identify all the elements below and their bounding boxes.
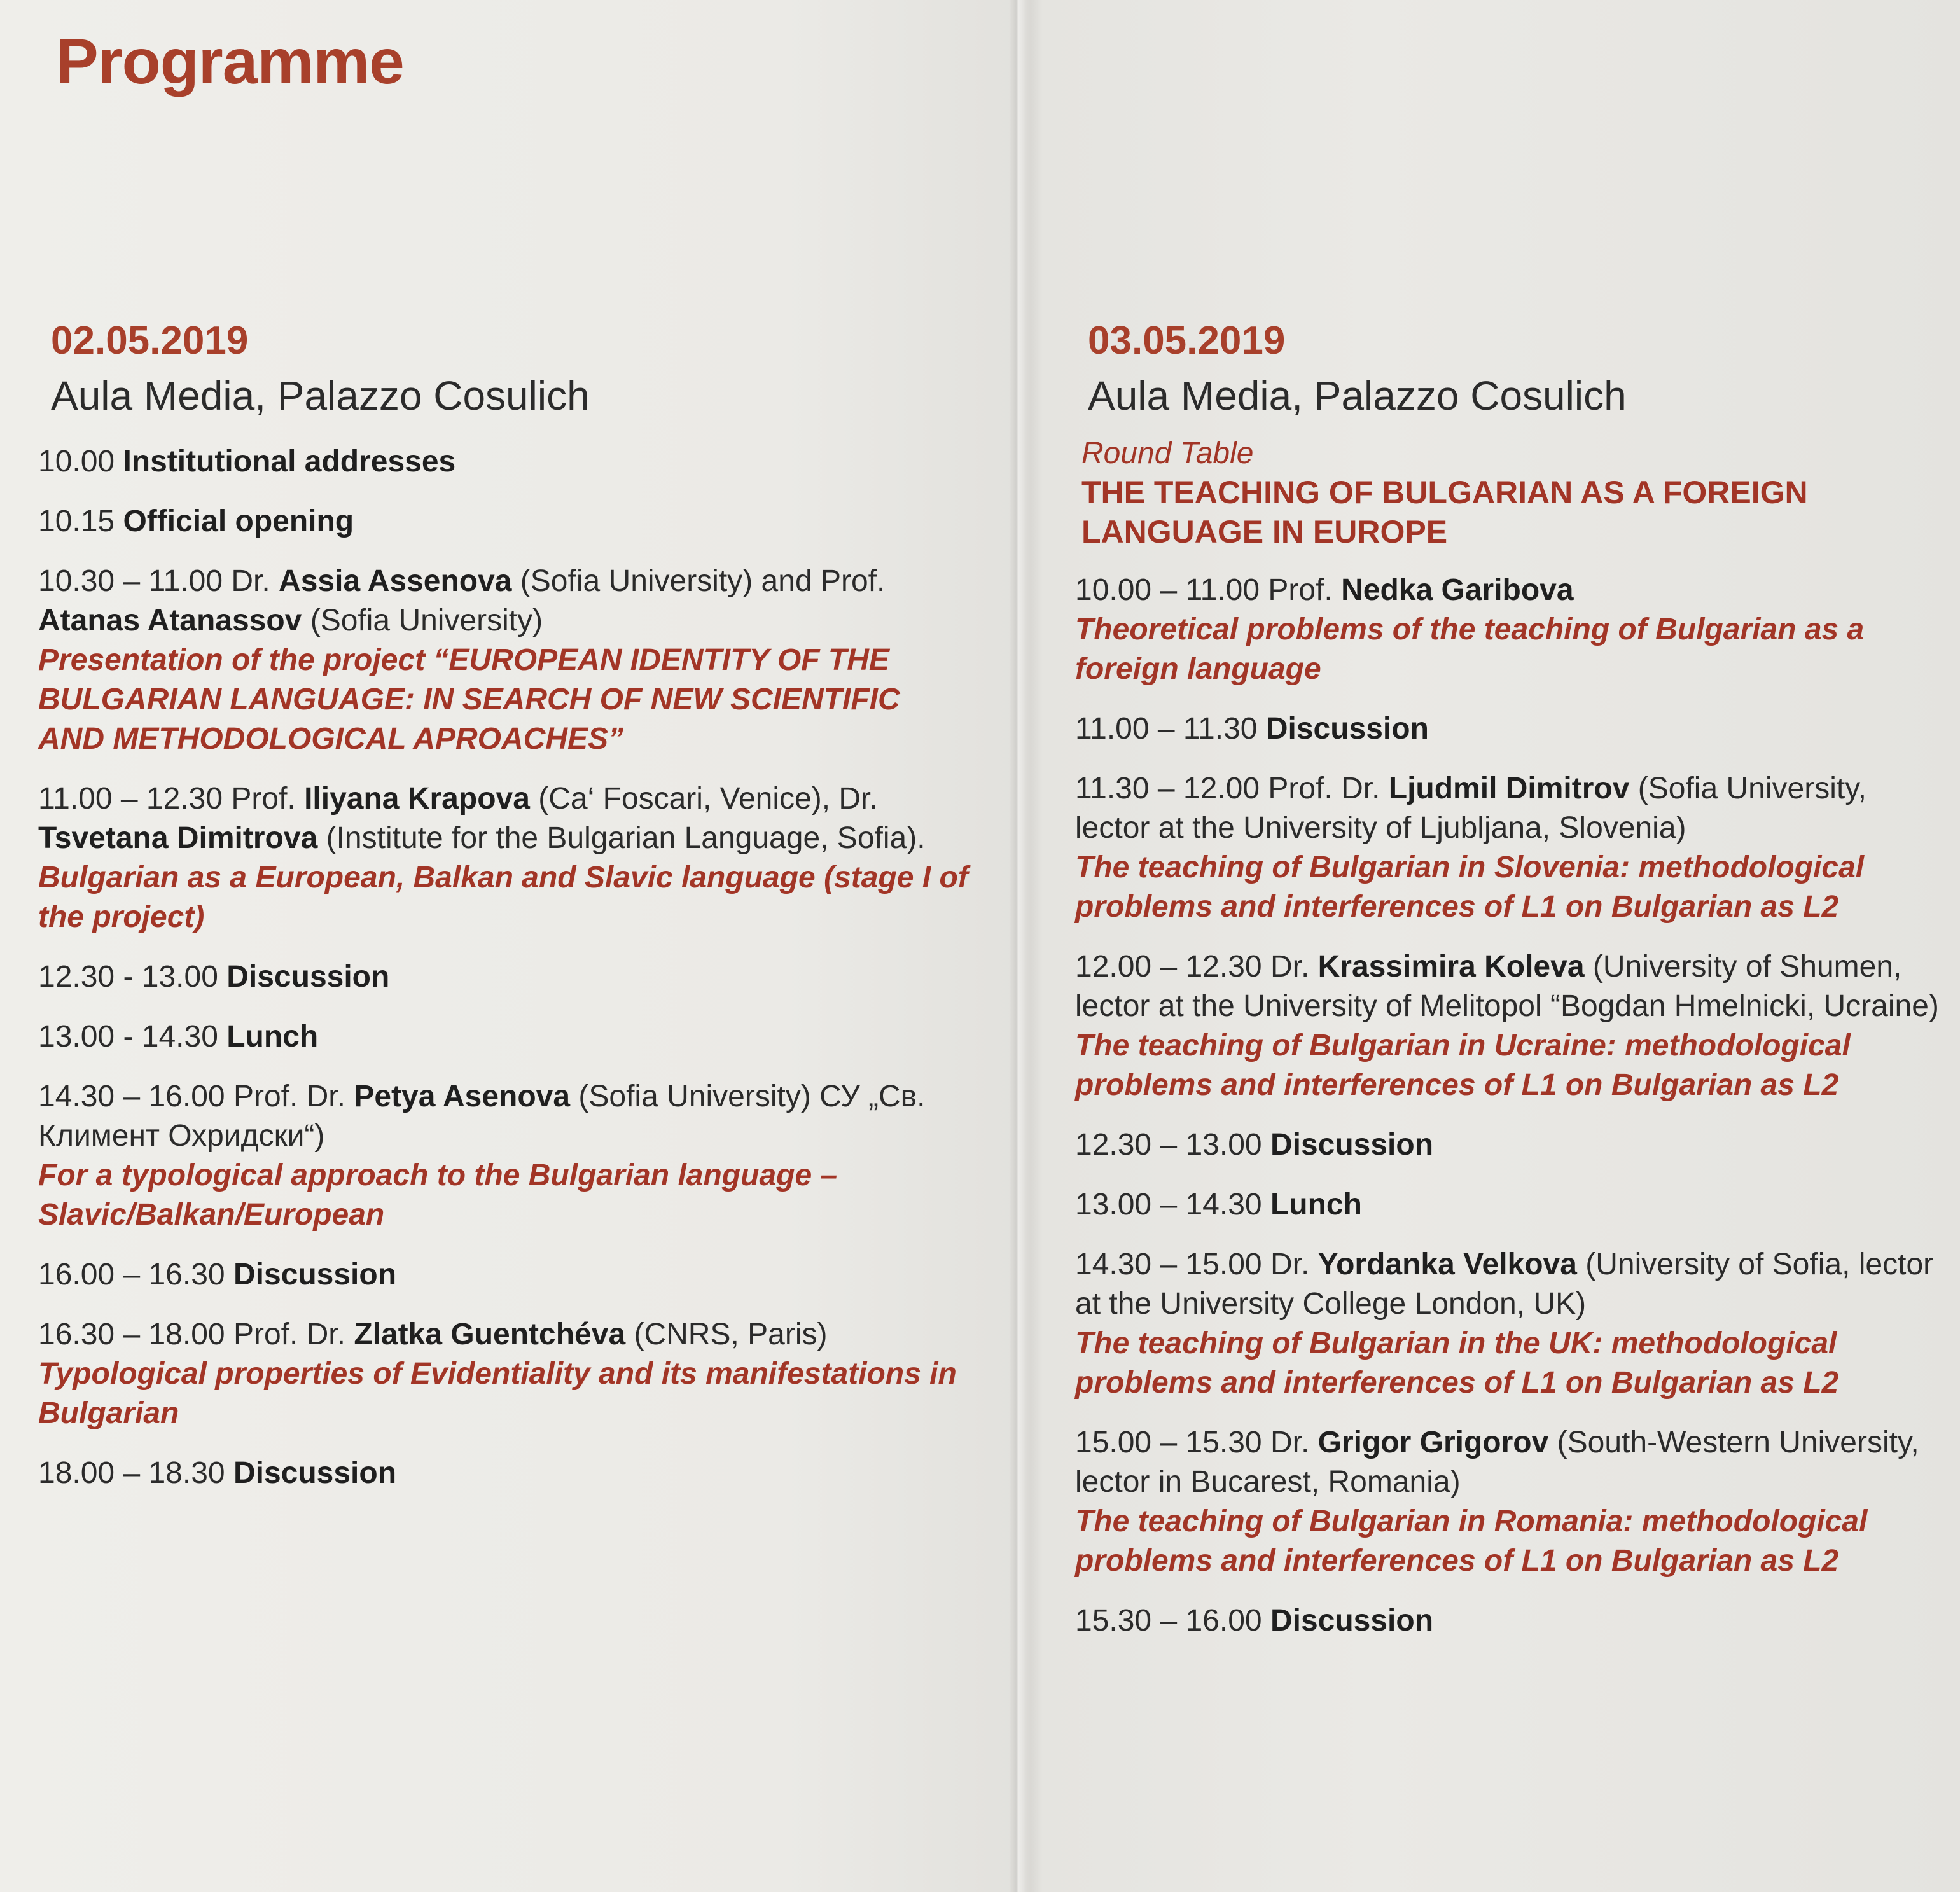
schedule-item: [38, 1454, 973, 1493]
speaker-affiliation: (University of Sofia, lector at the University College London, UK): [1075, 1248, 1934, 1321]
day-venue: Aula Media, Palazzo Cosulich: [51, 373, 590, 419]
speaker-name: Grigor Grigorov: [1317, 1426, 1549, 1459]
speaker-affiliation: Dr.: [1270, 950, 1318, 984]
session-label: Discussion: [1265, 712, 1429, 746]
speaker-affiliation: Prof. Dr.: [233, 1080, 354, 1113]
speaker-name: Assia Assenova: [279, 564, 512, 598]
schedule-item: [38, 1315, 973, 1433]
speaker-affiliation: Prof. Dr.: [233, 1318, 354, 1351]
session-label: Discussion: [1270, 1128, 1434, 1162]
speaker-affiliation: Dr.: [1270, 1248, 1318, 1281]
item-time: 14.30 – 15.00: [1075, 1248, 1270, 1281]
day-2-column: [1075, 318, 1947, 1661]
speaker-name: Yordanka Velkova: [1317, 1248, 1577, 1281]
day-date: 02.05.2019: [51, 319, 249, 363]
speaker-name: Petya Asenova: [354, 1080, 571, 1113]
speaker-name: Krassimira Koleva: [1317, 950, 1585, 984]
item-time: 13.00 – 14.30: [1075, 1188, 1270, 1221]
item-time: 12.30 – 13.00: [1075, 1128, 1270, 1162]
talk-title: Presentation of the project “EUROPEAN IDENTITY OF THE BULGARIAN LANGUAGE: IN SEARCH OF NEW SCIENTIFIC AND METHODOLOGICAL APROACHES”: [38, 643, 900, 756]
day-1-column: [38, 318, 973, 1513]
item-time: 11.00 – 12.30: [38, 782, 232, 816]
session-label: Lunch: [226, 1020, 319, 1054]
schedule-item: [1075, 769, 1947, 927]
speaker-affiliation: (CNRS, Paris): [625, 1318, 828, 1351]
schedule-item: [38, 442, 973, 482]
schedule-item: [1075, 947, 1947, 1105]
talk-title: The teaching of Bulgarian in Romania: methodological problems and interferences of L1 on Bulgarian as L2: [1075, 1505, 1868, 1578]
item-time: 10.00 – 11.00: [1075, 573, 1268, 607]
speaker-name: Iliyana Krapova: [304, 782, 530, 816]
speaker-affiliation: Dr.: [231, 564, 279, 598]
session-label: Discussion: [233, 1456, 397, 1490]
schedule-item: [38, 1077, 973, 1235]
schedule-item: [38, 1017, 973, 1057]
item-time: 14.30 – 16.00: [38, 1080, 233, 1113]
speaker-affiliation: (University of Shumen, lector at the University of Melitopol “Bogdan Hmelnicki, Ucraine): [1075, 950, 1939, 1023]
item-time: 18.00 – 18.30: [38, 1456, 233, 1490]
item-time: 12.00 – 12.30: [1075, 950, 1270, 984]
speaker-affiliation: (Ca‘ Foscari, Venice), Dr.: [529, 782, 878, 816]
session-label: Official opening: [123, 504, 354, 538]
item-time: 16.00 – 16.30: [38, 1258, 233, 1291]
schedule-item: [38, 502, 973, 541]
schedule-item: [1075, 1601, 1947, 1641]
schedule-item: [1075, 1245, 1947, 1403]
session-label: Lunch: [1270, 1188, 1362, 1221]
schedule-item: [1075, 1125, 1947, 1165]
item-time: 15.30 – 16.00: [1075, 1604, 1270, 1638]
talk-title: The teaching of Bulgarian in Slovenia: methodological problems and interferences of L1 on Bulgarian as L2: [1075, 851, 1865, 924]
schedule-item: [38, 779, 973, 937]
schedule-list: [1075, 571, 1947, 1641]
page-title: Programme: [56, 26, 404, 97]
session-label: Institutional addresses: [123, 445, 456, 478]
speaker-name: Tsvetana Dimitrova: [38, 821, 318, 855]
speaker-affiliation: (Sofia University) СУ „Св. Климент Охридски“): [38, 1080, 926, 1153]
talk-title: Theoretical problems of the teaching of Bulgarian as a foreign language: [1075, 613, 1865, 686]
item-time: 12.30 - 13.00: [38, 960, 227, 994]
item-time: 10.00: [38, 445, 123, 478]
session-label: Discussion: [233, 1258, 397, 1291]
item-time: 15.00 – 15.30: [1075, 1426, 1270, 1459]
schedule-list: [38, 442, 973, 1493]
speaker-affiliation: (Sofia University, lector at the University of Ljubljana, Slovenia): [1075, 772, 1866, 845]
item-time: 10.15: [38, 504, 123, 538]
schedule-item: [1075, 571, 1947, 689]
speaker-affiliation: Dr.: [1270, 1426, 1318, 1459]
speaker-affiliation: Prof.: [1268, 573, 1342, 607]
speaker-name: Zlatka Guentchéva: [354, 1318, 626, 1351]
item-time: 11.30 – 12.00: [1075, 772, 1268, 805]
schedule-item: [1075, 1185, 1947, 1225]
session-label: Discussion: [226, 960, 390, 994]
round-table: [1081, 435, 1947, 552]
round-table-label: Round Table: [1081, 436, 1254, 470]
schedule-item: [1075, 709, 1947, 749]
session-label: Discussion: [1270, 1604, 1434, 1638]
talk-title: The teaching of Bulgarian in Ucraine: methodological problems and interferences of L1 on Bulgarian as L2: [1075, 1029, 1851, 1102]
round-table-title: THE TEACHING OF BULGARIAN AS A FOREIGN LANGUAGE IN EUROPE: [1081, 475, 1808, 550]
speaker-affiliation: (Sofia University): [302, 604, 543, 637]
item-time: 16.30 – 18.00: [38, 1318, 233, 1351]
paper-fold: [1009, 0, 1027, 1892]
day-date: 03.05.2019: [1088, 319, 1286, 363]
speaker-affiliation: (Institute for the Bulgarian Language, Sofia).: [317, 821, 926, 855]
day-venue: Aula Media, Palazzo Cosulich: [1088, 373, 1627, 419]
talk-title: The teaching of Bulgarian in the UK: methodological problems and interferences of L1 on Bulgarian as L2: [1075, 1326, 1839, 1400]
item-time: 10.30 – 11.00: [38, 564, 232, 598]
talk-title: Bulgarian as a European, Balkan and Slavic language (stage I of the project): [38, 861, 968, 934]
speaker-name: Atanas Atanassov: [38, 604, 302, 637]
speaker-affiliation: Prof.: [231, 782, 305, 816]
item-time: 11.00 – 11.30: [1075, 712, 1266, 746]
schedule-item: [38, 562, 973, 759]
speaker-affiliation: Prof. Dr.: [1268, 772, 1389, 805]
schedule-item: [38, 1255, 973, 1295]
speaker-name: Nedka Garibova: [1341, 573, 1574, 607]
speaker-name: Ljudmil Dimitrov: [1388, 772, 1630, 805]
item-time: 13.00 - 14.30: [38, 1020, 227, 1054]
talk-title: For a typological approach to the Bulgarian language – Slavic/Balkan/European: [38, 1158, 838, 1232]
schedule-item: [1075, 1423, 1947, 1581]
speaker-affiliation: (Sofia University) and Prof.: [511, 564, 886, 598]
schedule-item: [38, 957, 973, 997]
speaker-affiliation: (South-Western University, lector in Bucarest, Romania): [1075, 1426, 1919, 1499]
talk-title: Typological properties of Evidentiality and its manifestations in Bulgarian: [38, 1357, 957, 1430]
